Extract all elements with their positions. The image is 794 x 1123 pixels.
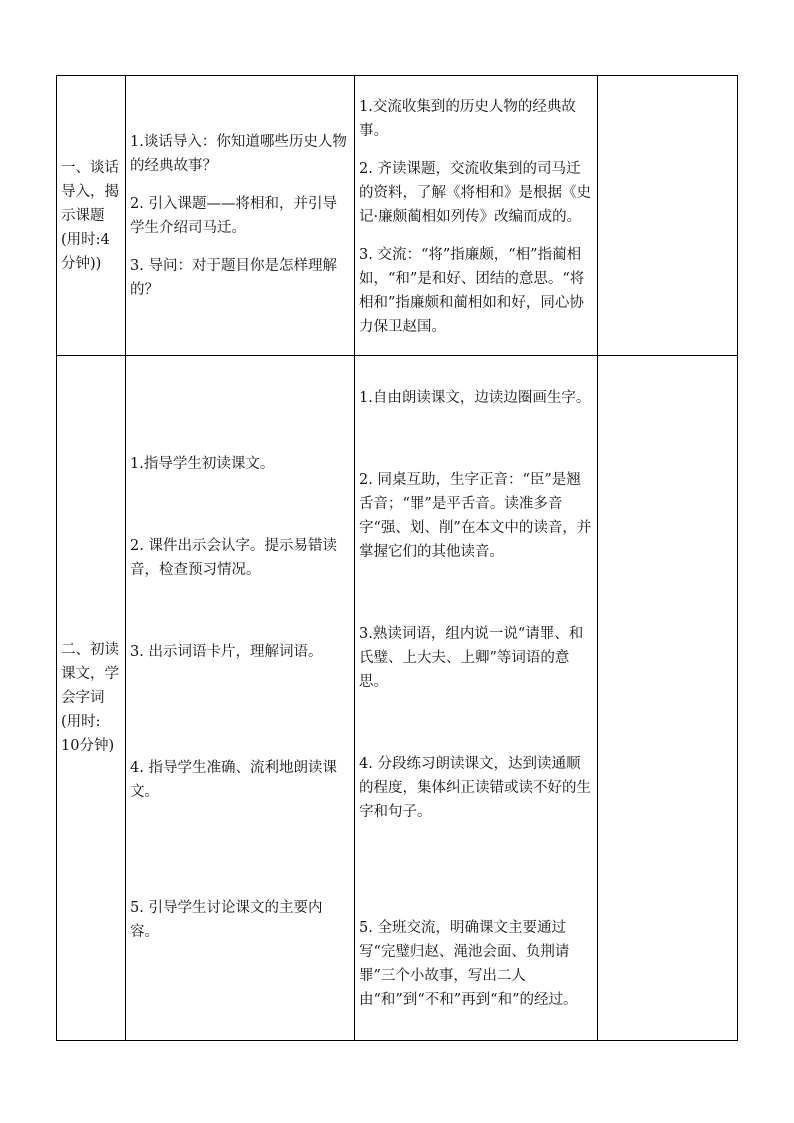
stage-label: 一、谈话导入，揭示课题(用时:4分钟))	[61, 159, 119, 272]
teacher-step: 1.谈话导入：你知道哪些历史人物的经典故事？	[130, 133, 347, 174]
stage-label: 二、初读课文，学会字词(用时: 10分钟)	[61, 642, 119, 754]
student-activity-cell	[355, 356, 598, 1041]
student-step: 4. 分段练习朗读课文，达到读通顺的程度，集体纠正读错或读不好的生字和句子。	[359, 756, 591, 820]
lesson-plan-table	[56, 75, 738, 1041]
table-row	[57, 356, 738, 1041]
student-step: 3. 交流：“将”指廉颇，“相”指蔺相如，“和”是和好、团结的意思。“将相和”指廉颇和蔺相如和好，同心协力保卫赵国。	[359, 246, 585, 335]
student-step: 5. 全班交流，明确课文主要通过写“完璧归赵、渑池会面、负荆请罪”三个小故事，写出二人由“和”到“不和”再到“和”的经过。	[359, 920, 578, 1008]
teacher-step: 2. 课件出示会认字。提示易错读音，检查预习情况。	[130, 538, 337, 578]
student-step: 3.熟读词语，组内说一说“请罪、和氏璧、上大夫、上卿”等词语的意思。	[359, 626, 584, 690]
stage-cell	[57, 76, 126, 356]
student-step: 1.自由朗读课文，边读边圈画生字。	[359, 390, 591, 406]
teacher-step: 1.指导学生初读课文。	[130, 456, 275, 472]
table-row	[57, 76, 738, 356]
teacher-activity-cell	[126, 76, 355, 356]
teacher-step: 2. 引入课题——将相和，并引导学生介绍司马迁。	[130, 195, 337, 236]
teacher-step: 5. 引导学生讨论课文的主要内容。	[130, 900, 323, 940]
teacher-step: 3. 出示词语卡片，理解词语。	[130, 644, 323, 660]
notes-cell	[598, 76, 738, 356]
notes-cell	[598, 356, 738, 1041]
stage-cell	[57, 356, 126, 1041]
student-step: 1.交流收集到的历史人物的经典故事。	[359, 98, 576, 139]
teacher-step: 3. 导问：对于题目你是怎样理解的？	[130, 257, 337, 298]
teacher-step: 4. 指导学生准确、流利地朗读课文。	[130, 760, 337, 800]
teacher-activity-cell	[126, 356, 355, 1041]
student-step: 2. 同桌互助，生字正音：“臣”是翘舌音；“罪”是平舌音。读准多音字“强、划、削”在本文中的读音，并掌握它们的其他读音。	[359, 472, 592, 560]
student-step: 2. 齐读课题，交流收集到的司马迁的资料，了解《将相和》是根据《史记·廉颇蔺相如列传》改编而成的。	[359, 160, 591, 225]
student-activity-cell	[355, 76, 598, 356]
